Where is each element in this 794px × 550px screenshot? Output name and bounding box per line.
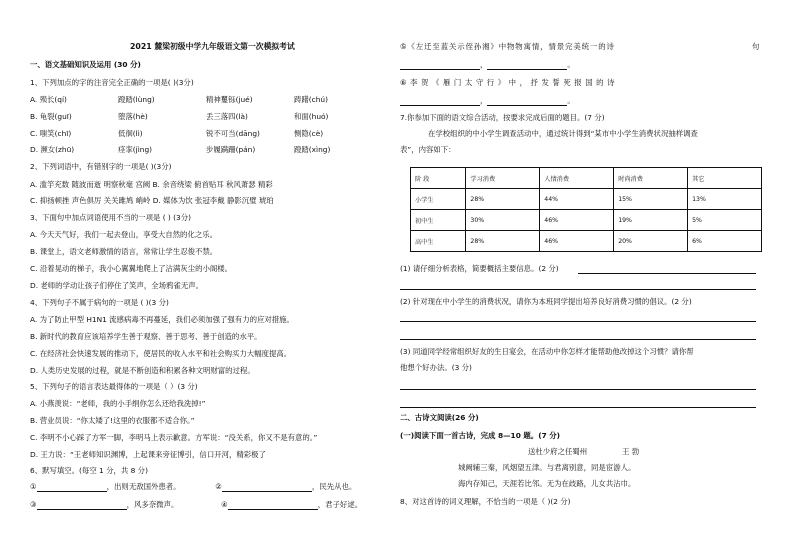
question-3-option-a: A. 今天天气好，我们一起去登山，享受大自然的化之乐。	[30, 230, 218, 239]
option-cell: 蹬踏(xìng)	[294, 145, 331, 154]
poem-title: 送杜少府之任蜀州	[528, 447, 588, 456]
table-row	[411, 189, 762, 210]
question-5-option-c: C. 李明不小心踩了方军一脚，李明马上表示歉意。方军说：“没关系，你又不是有意的。”	[30, 433, 318, 442]
question-1-stem: 1、下列加点的字的注音完全正确的一项是( )(3分)	[30, 78, 194, 87]
question-5-option-a: A. 小燕羡说：“老师，我的小手绢你怎么还给我洗掉!”	[30, 399, 206, 408]
question-3-option-d: D. 老师的学动让孩子们停住了笑声，全场鸦雀无声。	[30, 281, 203, 290]
table-cell: 15%	[614, 189, 688, 210]
option-cell: 痉挛(jìng)	[118, 145, 153, 154]
question-7-sub-3: (3) 同道同学经常组织好友的生日宴会，在活动中你怎样才能帮助他改掉这个习惯？请你帮	[400, 347, 694, 356]
question-2-option-cd: C. 抑扬顿挫 声色俱厉 关关雎鸠 峭岭 D. 媒体为饮 张冠李戴 静影沉璧 琥珀	[30, 196, 274, 205]
answer-line[interactable]	[400, 288, 756, 290]
table-row	[411, 210, 762, 231]
question-2-option-ab: A. 滥竽充数 随波而逝 明察秋毫 宫阙 B. 余音绕梁 俯首贴耳 秋风萧瑟 精彩	[30, 180, 273, 189]
recite-line-2: ③ ，风多奈微声。 ④ ，君子好逑。	[30, 500, 363, 509]
table-cell: 28%	[466, 231, 540, 252]
recite-line-6-fill: ， 。	[400, 96, 575, 106]
option-cell: D. 濒女(zhū)	[30, 145, 75, 154]
table-header-cell: 人情消费	[540, 168, 614, 189]
option-cell: 恻隐(cè)	[294, 129, 324, 138]
question-4-option-b: B. 新时代的教育应该培养学生善于观察、善于思考、善于创造的水平。	[30, 332, 262, 341]
question-7-intro: 在学校组织的中小学生调查活动中，通过统计得到“某市中小学生消费状况抽样调查	[428, 129, 698, 138]
option-cell: 低徊(lì)	[118, 129, 143, 138]
table-cell: 46%	[540, 231, 614, 252]
question-5-stem: 5、下列句子的语言表达最得体的一项是（ ）(3 分)	[30, 382, 198, 391]
poem-author: 王 勃	[622, 447, 640, 456]
question-4-option-a: A. 为了防止甲型 H1N1 流感病毒不再蔓延，我们必须加强了强有力的应对措施。	[30, 315, 294, 324]
question-3-stem: 3、下面句中加点词语使用不当的一项是 ( ) (3分)	[30, 213, 192, 222]
answer-line[interactable]	[400, 338, 756, 340]
table-header-cell: 阶 段	[411, 168, 466, 189]
question-5-option-b: B. 营业员说：“你太矮了!这里的衣服都不适合你。”	[30, 416, 195, 425]
left-column	[30, 0, 385, 550]
table-header-row	[411, 168, 762, 189]
table-cell: 46%	[540, 210, 614, 231]
section-heading-2: 二、古诗文阅读(26 分)	[400, 413, 479, 422]
question-4-option-c: C. 在经济社会快速发展的推动下，使居民的收入水平和社会购买力大幅度提高。	[30, 349, 292, 358]
question-4-option-d: D. 人类历史发展的过程，就是不断创造和积累各种文明财富的过程。	[30, 366, 255, 375]
question-5-option-d: D. 王力说：“王老师知识渊博，上起课来旁征博引，信口开河，精彩极了	[30, 450, 266, 459]
option-cell: 和面(huó)	[294, 112, 329, 121]
question-7-sub-2: (2) 针对现在中小学生的消费状况，请你为本班同学提出培养良好消费习惯的倡议。(2 分)	[400, 297, 692, 306]
option-cell: A. 殒长(qí)	[30, 95, 67, 104]
question-7-sub-1: (1) 请仔细分析表格，简要概括主要信息。(2 分)	[400, 264, 559, 273]
option-cell: 蹬踏(lùng)	[118, 95, 155, 104]
table-cell: 6%	[688, 231, 762, 252]
option-cell: 锐不可当(dāng)	[206, 129, 260, 138]
table-cell: 高中生	[411, 231, 466, 252]
recite-line-5-fill: ， 。	[400, 60, 575, 70]
table-cell: 28%	[466, 189, 540, 210]
option-cell: B. 龟裂(guī)	[30, 112, 72, 121]
question-2-stem: 2、下列词语中，有错别字的一项是( )(3分)	[30, 162, 172, 171]
table-cell: 小学生	[411, 189, 466, 210]
answer-line[interactable]	[578, 272, 756, 274]
recite-line-5-tail: 句	[752, 42, 760, 51]
poem-line-1: 城阙辅三秦，风烟望五津。与君离别意，同是宦游人。	[458, 463, 636, 472]
table-cell: 44%	[540, 189, 614, 210]
recite-line-6: ⑥ 李 贺 《 雁 门 太 守 行 》 中 ， 抒 发 誓 死 报 国 的 诗	[400, 78, 616, 87]
question-8-stem: 8、对这首诗的词义理解，不恰当的一项是（ )(2 分)	[400, 497, 571, 506]
option-cell: 步履蹒跚(pán)	[206, 145, 256, 154]
question-7-stem: 7.你参加下面的语文综合活动，按要求完成后面的题目。(7 分)	[400, 113, 605, 122]
question-3-option-c: C. 沿着晃动的梯子，我小心翼翼地爬上了沾满灰尘的小阁楼。	[30, 264, 233, 273]
table-header-cell: 学习消费	[466, 168, 540, 189]
poem-line-2: 海内存知己，天涯若比邻。无为在歧路，儿女共沾巾。	[458, 479, 636, 488]
right-column	[400, 0, 762, 550]
question-3-option-b: B. 课堂上，语文老师激情的语言，常常让学生忍俊不禁。	[30, 247, 218, 256]
option-cell: 丢三落四(là)	[206, 112, 248, 121]
recite-line-1: ① ，出则无敌国外患者。 ② ，民先从也。	[30, 482, 357, 491]
question-1-option-row	[30, 112, 382, 122]
option-cell: 踌躇(chú)	[294, 95, 328, 104]
table-cell: 5%	[688, 210, 762, 231]
table-header-cell: 时尚消费	[614, 168, 688, 189]
page-title: 2021 麓梁初级中学九年级语文第一次模拟考试	[130, 42, 295, 51]
survey-table	[410, 167, 762, 252]
table-header-cell: 其它	[688, 168, 762, 189]
table-cell: 20%	[614, 231, 688, 252]
section-heading-1: 一、语文基础知识及运用 (30 分)	[30, 60, 141, 69]
table-cell: 19%	[614, 210, 688, 231]
recite-line-5: ⑤《左迁至蓝关示侄孙湘》中物物寓情，情景完美统一的诗	[400, 42, 615, 51]
answer-line[interactable]	[400, 406, 756, 408]
table-cell: 30%	[466, 210, 540, 231]
option-cell: 堕落(hè)	[118, 112, 148, 121]
answer-line[interactable]	[400, 320, 756, 322]
table-cell: 13%	[688, 189, 762, 210]
question-1-option-row	[30, 129, 382, 139]
question-1-option-row	[30, 95, 382, 105]
part-heading: (一)阅读下面一首古诗，完成 8—10 题。(7 分)	[400, 431, 561, 440]
table-cell: 初中生	[411, 210, 466, 231]
answer-line[interactable]	[400, 388, 756, 390]
option-cell: 精神矍铄(jué)	[206, 95, 253, 104]
question-7-intro-2: 表”，内容如下：	[400, 145, 456, 154]
question-6-stem: 6、默写填空。(每空 1 分，共 8 分)	[30, 466, 148, 475]
question-1-option-row	[30, 145, 382, 155]
table-row	[411, 231, 762, 252]
question-7-sub-3-cont: 他想个好办法。(3 分)	[400, 363, 472, 372]
question-4-stem: 4、下列句子不属于病句的一项是 ( )(3 分)	[30, 298, 169, 307]
option-cell: C. 嗤笑(chī)	[30, 129, 72, 138]
